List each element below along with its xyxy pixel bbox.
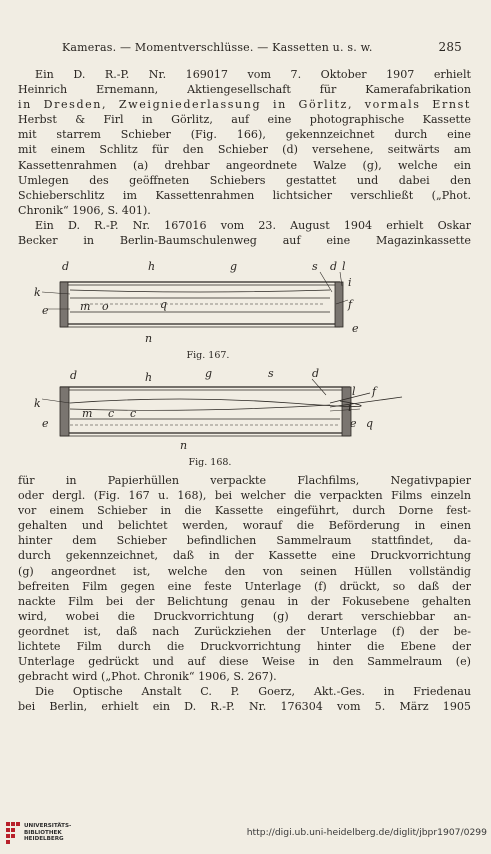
text-line: Herbst & Firl in Görlitz, auf eine photographische Kassette bbox=[18, 113, 471, 127]
label: s bbox=[312, 260, 318, 273]
label: d bbox=[330, 260, 338, 273]
text-line: Ein D. R.-P. Nr. 169017 vom 7. Oktober 1907 erhielt bbox=[35, 68, 471, 81]
label: c bbox=[130, 407, 137, 420]
text-line: hinter dem Schieber befindlichen Sammelraum stattfindet, da- bbox=[18, 534, 471, 548]
label: m bbox=[82, 407, 93, 420]
permalink-url[interactable]: http://digi.ub.uni-heidelberg.de/diglit/jbpr1907/0299 bbox=[246, 827, 487, 838]
label: i bbox=[348, 276, 352, 289]
text-line: Unterlage gedrückt und auf diese Weise in den Sammelraum (e) bbox=[18, 655, 471, 669]
label: n bbox=[145, 332, 153, 345]
label: f bbox=[348, 298, 353, 311]
text-line: Kassettenrahmen (a) drehbar angeordnete Walze (g), welche ein bbox=[18, 158, 471, 172]
text-line: Ein D. R.-P. Nr. 167016 vom 23. August 1904 erhielt Oskar bbox=[35, 219, 471, 232]
label: m bbox=[80, 300, 91, 313]
label: h bbox=[148, 260, 156, 273]
label: n bbox=[180, 439, 188, 452]
text-line: Umlegen des geöffneten Schiebers gestattet und dabei den bbox=[18, 173, 471, 187]
library-logo[interactable] bbox=[6, 820, 86, 850]
text-line: gebracht wird („Phot. Chronik“ 1906, S. 267). bbox=[18, 670, 277, 684]
label: g bbox=[230, 260, 238, 273]
label: d bbox=[70, 369, 78, 382]
text-line: befreiten Film gegen eine feste Unterlage (f) drückt, so daß der bbox=[18, 579, 471, 593]
text-line: gehalten und belichtet werden, worauf die Beförderung in einen bbox=[18, 519, 471, 533]
label: k bbox=[34, 286, 41, 299]
label: k bbox=[34, 397, 41, 410]
text-line: Die Optische Anstalt C. P. Goerz, Akt.-Ges. in Friedenau bbox=[35, 685, 471, 698]
label: l bbox=[352, 385, 356, 398]
logo-text: UNIVERSITÄTS- BIBLIOTHEK HEIDELBERG bbox=[24, 823, 72, 843]
page-number: 285 bbox=[438, 40, 462, 54]
label: s bbox=[268, 367, 274, 380]
label: g bbox=[205, 367, 213, 380]
text-line: bei Berlin, erhielt ein D. R.-P. Nr. 176304 vom 5. März 1905 bbox=[18, 700, 471, 714]
text-line: (g) angeordnet ist, welche den von seinen Hüllen vollständig bbox=[18, 564, 471, 578]
figure-167 bbox=[30, 252, 460, 362]
text-line: Chronik“ 1906, S. 401). bbox=[18, 203, 151, 217]
text-line: vor einem Schieber in die Kassette eingeführt, durch Dorne fest- bbox=[18, 504, 471, 518]
paragraph-ernemann bbox=[18, 67, 471, 218]
paragraph-becker-intro bbox=[18, 218, 471, 248]
figure-168 bbox=[30, 365, 460, 475]
label: d bbox=[312, 367, 320, 380]
text-line: Schieberschlitz im Kassettenrahmen lichtsicher verschließt („Phot. bbox=[18, 188, 471, 202]
label: e bbox=[352, 322, 359, 335]
label: h bbox=[145, 371, 153, 384]
label: e bbox=[42, 304, 49, 317]
text-line: lichtete Film durch die Druckvorrichtung hinter die Ebene der bbox=[18, 640, 471, 654]
text-line: wird, wobei die Druckvorrichtung (g) derart verschiebbar an- bbox=[18, 609, 471, 623]
paragraph-becker-cont bbox=[18, 473, 471, 684]
text-line: oder dergl. (Fig. 167 u. 168), bei welcher die verpackten Films einzeln bbox=[18, 489, 471, 503]
text-line: für in Papierhüllen verpackte Flachfilms, Negativpapier bbox=[18, 474, 471, 487]
figure-167-caption: Fig. 167. bbox=[186, 350, 230, 361]
label: q bbox=[366, 417, 374, 430]
figure-167-drawing bbox=[30, 252, 460, 362]
text-line: mit starrem Schieber (Fig. 166), gekennzeichnet durch eine bbox=[18, 128, 471, 142]
label: o bbox=[102, 300, 109, 313]
figure-168-caption: Fig. 168. bbox=[188, 457, 232, 468]
label: q bbox=[160, 298, 168, 311]
logo-mark-icon bbox=[6, 822, 20, 844]
text-line: durch gekennzeichnet, daß in der Kassette eine Druckvorrichtung bbox=[18, 549, 471, 563]
label: e bbox=[350, 417, 357, 430]
text-line: mit einem Schlitz für den Schieber (d) versehene, seitwärts am bbox=[18, 143, 471, 157]
running-head: Kameras. — Momentverschlüsse. — Kassetten u. s. w. bbox=[62, 41, 373, 54]
label: i bbox=[348, 401, 352, 414]
text-line: nackte Film bei der Belichtung genau in der Fokusebene gehalten bbox=[18, 594, 471, 608]
label: f bbox=[372, 385, 377, 398]
footer bbox=[0, 812, 491, 854]
label: c bbox=[108, 407, 115, 420]
label: d bbox=[62, 260, 70, 273]
text-line: Heinrich Ernemann, Aktiengesellschaft für Kamerafabrikation bbox=[18, 83, 471, 97]
text-line: Becker in Berlin-Baumschulenweg auf eine Magazinkassette bbox=[18, 234, 471, 248]
paragraph-goerz bbox=[18, 684, 471, 714]
label: l bbox=[342, 260, 346, 273]
text-line: geordnet ist, daß nach Zurückziehen der Unterlage (f) der be- bbox=[18, 624, 471, 638]
text-line: in Dresden, Zweigniederlassung in Görlitz, vormals Ernst bbox=[18, 98, 471, 112]
label: e bbox=[42, 417, 49, 430]
